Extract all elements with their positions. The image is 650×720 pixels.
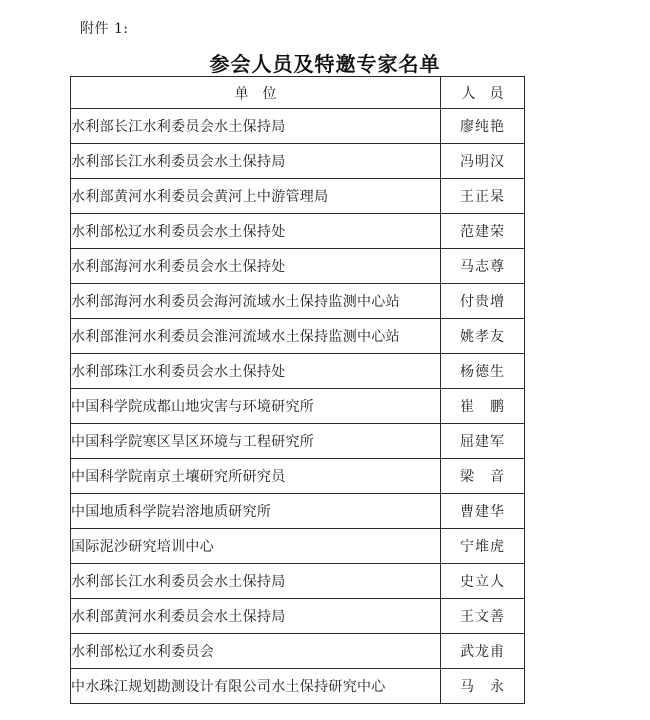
table-row xyxy=(71,634,525,669)
person-cell: 范建荣 xyxy=(441,214,525,249)
person-cell: 廖纯艳 xyxy=(441,109,525,144)
unit-cell: 水利部珠江水利委员会水土保持处 xyxy=(71,354,441,389)
person-cell: 王文善 xyxy=(441,599,525,634)
unit-column-header: 单 位 xyxy=(71,77,441,109)
unit-cell: 水利部长江水利委员会水土保持局 xyxy=(71,144,441,179)
person-cell: 史立人 xyxy=(441,564,525,599)
unit-cell: 水利部海河水利委员会海河流域水土保持监测中心站 xyxy=(71,284,441,319)
table-row xyxy=(71,319,525,354)
person-cell: 马 永 xyxy=(441,669,525,704)
table-row xyxy=(71,354,525,389)
person-cell: 杨德生 xyxy=(441,354,525,389)
unit-cell: 水利部长江水利委员会水土保持局 xyxy=(71,109,441,144)
person-cell: 冯明汉 xyxy=(441,144,525,179)
table-body xyxy=(71,109,525,704)
table-row xyxy=(71,424,525,459)
table-row xyxy=(71,564,525,599)
person-cell: 王正杲 xyxy=(441,179,525,214)
unit-cell: 水利部黄河水利委员会黄河上中游管理局 xyxy=(71,179,441,214)
unit-cell: 中国科学院寒区旱区环境与工程研究所 xyxy=(71,424,441,459)
person-cell: 姚孝友 xyxy=(441,319,525,354)
person-cell: 屈建军 xyxy=(441,424,525,459)
unit-cell: 国际泥沙研究培训中心 xyxy=(71,529,441,564)
person-cell: 崔 鹏 xyxy=(441,389,525,424)
unit-cell: 中国科学院成都山地灾害与环境研究所 xyxy=(71,389,441,424)
unit-cell: 水利部黄河水利委员会水土保持局 xyxy=(71,599,441,634)
unit-cell: 水利部淮河水利委员会淮河流域水土保持监测中心站 xyxy=(71,319,441,354)
table-row xyxy=(71,669,525,704)
unit-cell: 水利部海河水利委员会水土保持处 xyxy=(71,249,441,284)
unit-cell: 中水珠江规划勘测设计有限公司水土保持研究中心 xyxy=(71,669,441,704)
table-row xyxy=(71,249,525,284)
attachment-label: 附件 1: xyxy=(80,21,129,37)
person-cell: 付贵增 xyxy=(441,284,525,319)
table-row xyxy=(71,179,525,214)
table-row xyxy=(71,599,525,634)
table-row xyxy=(71,459,525,494)
person-column-header: 人 员 xyxy=(441,77,525,109)
table-row xyxy=(71,284,525,319)
person-cell: 马志尊 xyxy=(441,249,525,284)
unit-cell: 中国科学院南京土壤研究所研究员 xyxy=(71,459,441,494)
unit-cell: 水利部长江水利委员会水土保持局 xyxy=(71,564,441,599)
person-cell: 梁 音 xyxy=(441,459,525,494)
document-title: 参会人员及特邀专家名单 xyxy=(209,52,441,76)
table-row xyxy=(71,214,525,249)
unit-cell: 水利部松辽水利委员会 xyxy=(71,634,441,669)
person-cell: 武龙甫 xyxy=(441,634,525,669)
table-row xyxy=(71,529,525,564)
unit-cell: 水利部松辽水利委员会水土保持处 xyxy=(71,214,441,249)
unit-cell: 中国地质科学院岩溶地质研究所 xyxy=(71,494,441,529)
participant-table xyxy=(70,76,525,704)
table-row xyxy=(71,389,525,424)
table-row xyxy=(71,494,525,529)
person-cell: 曹建华 xyxy=(441,494,525,529)
table-row xyxy=(71,109,525,144)
person-cell: 宁堆虎 xyxy=(441,529,525,564)
table-header-row xyxy=(71,77,525,109)
table-row xyxy=(71,144,525,179)
